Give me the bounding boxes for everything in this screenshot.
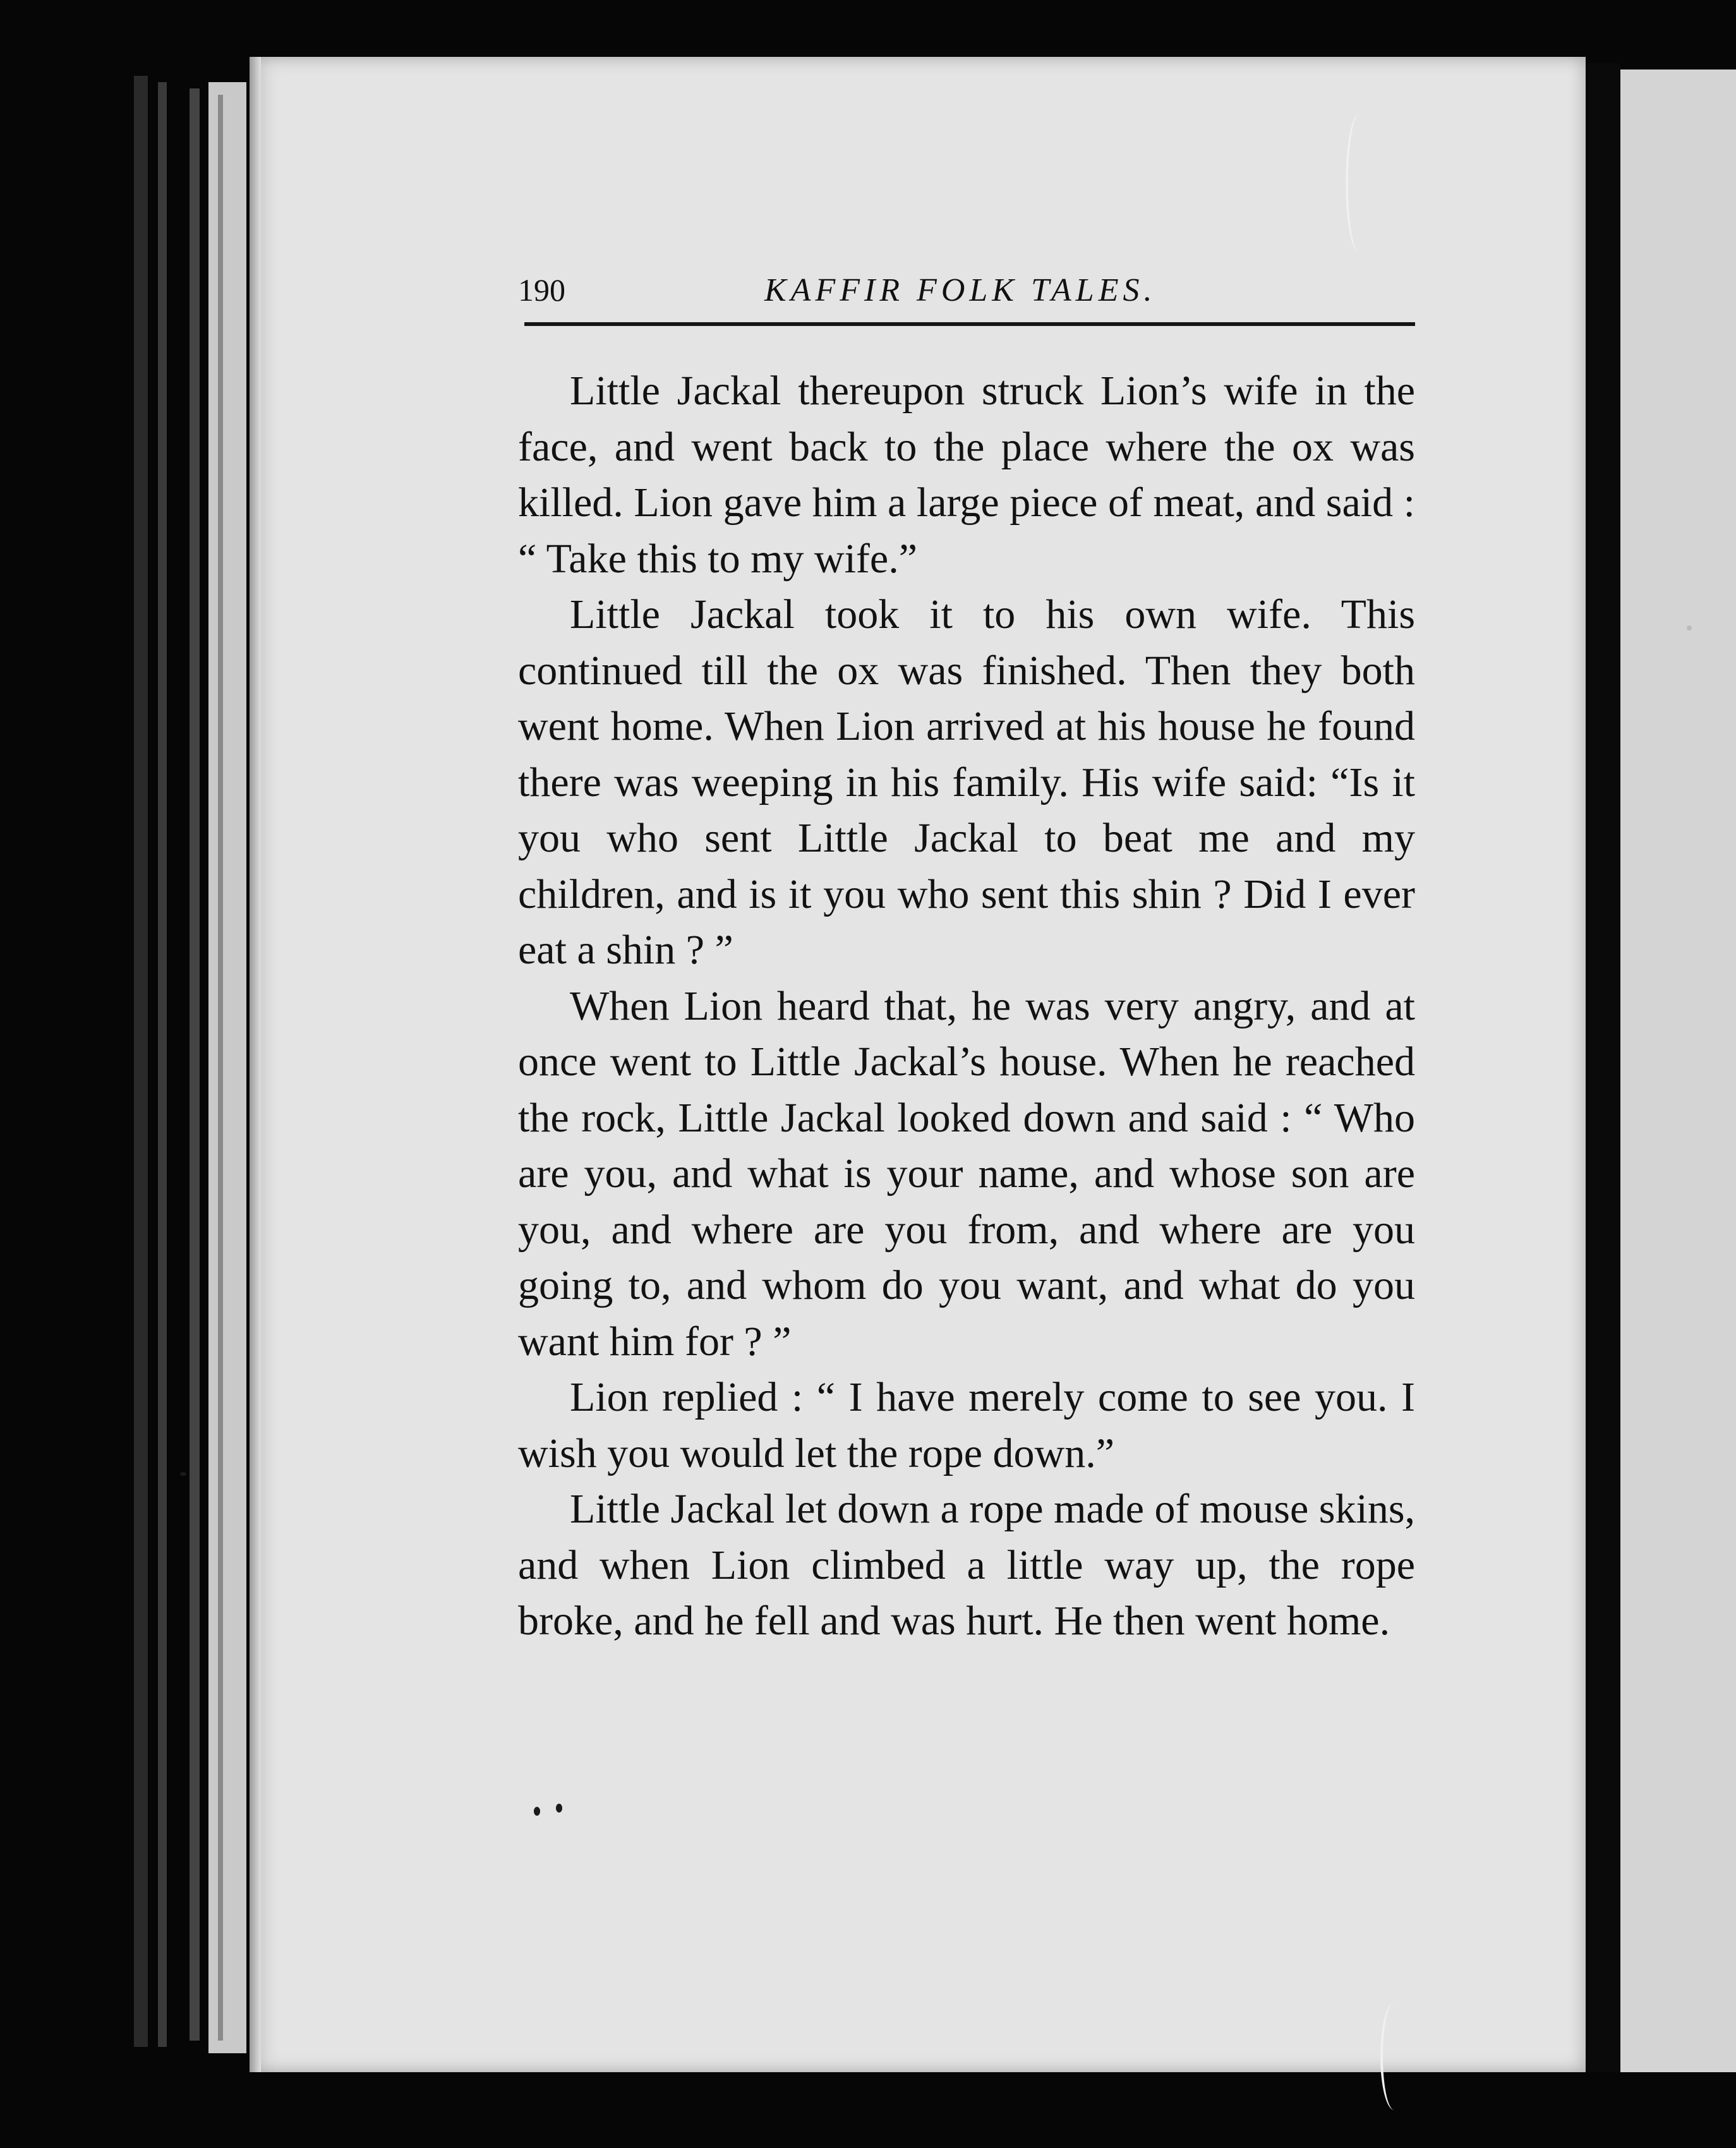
ink-speck — [180, 1472, 186, 1476]
binding-strip — [158, 82, 167, 2047]
running-head — [518, 272, 1415, 329]
ink-speck — [1687, 625, 1692, 631]
paper-crease — [1380, 2003, 1408, 2110]
paragraph: When Lion heard that, he was very angry, and at once went to Little Jackal’s house. When he reached the rock, Little Jackal looked down and said : “ Who are you, and what is your name, and whose son are you, and where are you from, and where are you going to, and whom do you want, and what do you want him for ? ” — [518, 982, 1415, 1365]
gutter — [1586, 63, 1620, 2072]
ink-speck — [556, 1804, 562, 1813]
paragraph: Lion replied : “ I have merely come to see you. I wish you would let the rope down.” — [518, 1374, 1415, 1476]
paragraph: Little Jackal let down a rope made of mouse skins, and when Lion climbed a little way up, the rope broke, and he fell and was hurt. He then went home. — [518, 1486, 1415, 1644]
paper-crease — [1346, 114, 1373, 253]
page-stack-line — [218, 95, 223, 2041]
paragraph: Little Jackal took it to his own wife. This continued till the ox was finished. Then they both went home. When Lion arrived at his house he found there was weeping in his family. His wife said: “Is it you who sent Little Jackal to beat me and my children, and is it you who sent this shin ? Did I ever eat a shin ? ” — [518, 591, 1415, 973]
binding-strip — [134, 76, 148, 2047]
page-stack-edge — [208, 82, 246, 2053]
paragraph: Little Jackal thereupon struck Lion’s wife in the face, and went back to the place where the ox was killed. Lion gave him a large piece of meat, and said : “ Take this to my wife.” — [518, 368, 1415, 582]
header-rule — [524, 322, 1415, 326]
facing-page-edge — [1620, 69, 1736, 2072]
ink-speck — [534, 1807, 540, 1816]
page-number: 190 — [518, 272, 565, 308]
page-left-edge — [250, 57, 261, 2072]
body-text — [518, 363, 1415, 1650]
running-title: KAFFIR FOLK TALES. — [764, 272, 1157, 308]
binding-strip — [190, 88, 200, 2041]
